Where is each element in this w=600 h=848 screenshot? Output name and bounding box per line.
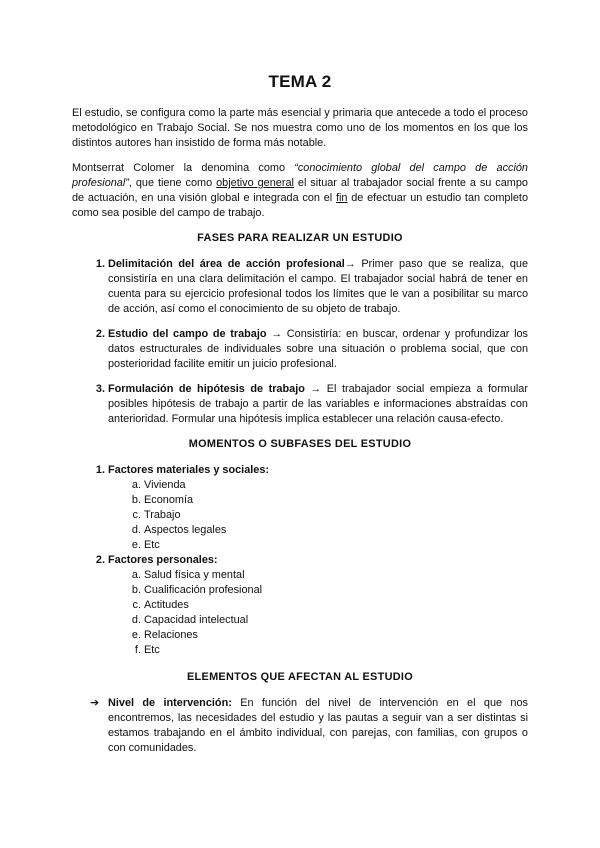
intro-p2-text-a: Montserrat Colomer la denomina como [72, 162, 295, 174]
phase-text: → El trabajador social empieza a formular posibles hipótesis de trabajo a partir de las variables e informaciones abstraídas con anterioridad. Formular una hipótesis implica establecer una relación causa-efecto. [108, 383, 528, 425]
arrow-bullet-icon: ➔ [90, 697, 100, 709]
phase-item-2 [108, 327, 528, 372]
intro-p2-text-d: de efectuar un estudio tan completo como sea posible del campo de trabajo. [72, 192, 529, 219]
phase-item-1 [108, 257, 528, 317]
phases-list [72, 257, 528, 427]
elements-text: En función del nivel de intervención en el que nos encontremos, las necesidades del estudio y las pautas a seguir van a ser distintas si estamos trabajando en el ámbito individual, con parejas, con familias, con grupos o con comunidades. [108, 697, 528, 754]
phase-title: Estudio del campo de trabajo [108, 328, 267, 340]
phase-text: → Primer paso que se realiza, que consistiría en una clara delimitación el campo. El trabajador social habrá de tener en cuenta para su ejercicio profesional todos los límites que le van a posibilitar su marco de acción, así como el conocimiento de su objeto de trabajo. [108, 258, 528, 315]
page-title: TEMA 2 [268, 72, 332, 91]
factor-item: f. Etc [144, 643, 528, 658]
intro-p2-underline-fin: fin [335, 192, 348, 204]
factor-item: e. Relaciones [144, 628, 528, 643]
elements-item [72, 696, 528, 756]
phase-title: Formulación de hipótesis de trabajo [108, 383, 305, 395]
factor-group-2 [108, 553, 528, 658]
factor-group-1 [108, 463, 528, 553]
intro-p2-underline-objetivo: objetivo general [216, 177, 294, 189]
intro-paragraph-1: El estudio, se configura como la parte más esencial y primaria que antecede a todo el proceso metodológico en Trabajo Social. Se nos muestra como uno de los momentos en los que los distintos autores han insistido de forma más notable. [72, 107, 528, 149]
factor-item: a. Vivienda [144, 478, 528, 493]
intro-p2-quote: “conocimiento global del campo de acción profesional” [72, 162, 528, 189]
factor-item: c. Trabajo [144, 508, 528, 523]
factor-item: a. Salud física y mental [144, 568, 528, 583]
phases-heading: FASES PARA REALIZAR UN ESTUDIO [197, 232, 403, 244]
factor-item: e. Etc [144, 538, 528, 553]
factor-sublist [108, 568, 528, 658]
moments-heading: MOMENTOS O SUBFASES DEL ESTUDIO [188, 438, 412, 450]
factor-item: b. Economía [144, 493, 528, 508]
factor-sublist [108, 478, 528, 553]
factor-group-title: Factores personales: [108, 554, 218, 566]
factor-item: d. Aspectos legales [144, 523, 528, 538]
phase-title: Delimitación del área de acción profesional [108, 258, 345, 270]
elements-heading: ELEMENTOS QUE AFECTAN AL ESTUDIO [186, 671, 413, 683]
phase-text: → Consistiría: en buscar, ordenar y profundizar los datos estructurales de individuales sobre una situación o problema social, que con posterioridad facilite emitir un juicio profesional. [108, 328, 528, 370]
factor-group-title: Factores materiales y sociales: [108, 464, 270, 476]
factors-list [72, 463, 528, 658]
factor-item: d. Capacidad intelectual [144, 613, 528, 628]
elements-label: Nivel de intervención: [108, 697, 232, 709]
intro-p2-text-c: el situar al trabajador social frente a su campo de actuación, en una visión global e integrada con el [72, 177, 528, 204]
factor-item: b. Cualificación profesional [144, 583, 528, 598]
intro-paragraph-2 [72, 161, 528, 221]
phase-item-3 [108, 382, 528, 427]
intro-p2-text-b: , que tiene como [128, 177, 217, 189]
factor-item: c. Actitudes [144, 598, 528, 613]
